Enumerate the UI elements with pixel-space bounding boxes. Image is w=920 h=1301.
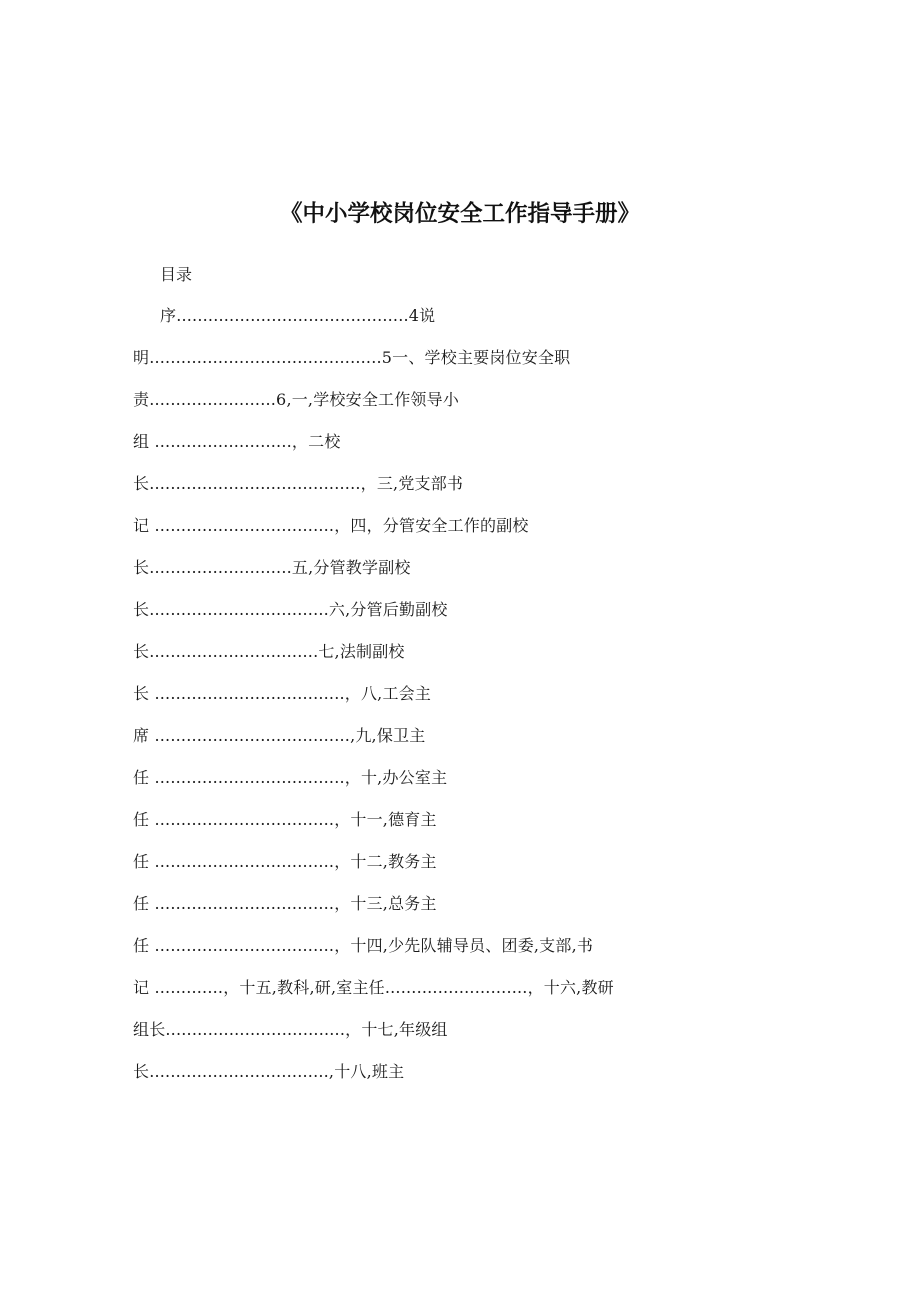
toc-line: 长..................................六,分管后勤副校 [133,600,448,619]
toc-line: 席 .....................................,九,保卫主 [133,726,426,745]
toc-line: 长..................................,十八,班主 [133,1062,405,1081]
toc-line: 长........................................，三,党支部书 [133,474,464,493]
toc-line: 任 ....................................，十,办公室主 [133,768,448,787]
toc-line: 长...........................五,分管教学副校 [133,558,411,577]
toc-line: 任 ..................................，十三,总务主 [133,894,437,913]
toc-line: 明............................................5一、学校主要岗位安全职 [133,348,571,367]
toc-line: 组长..................................，十七,年级组 [133,1020,448,1039]
toc-line: 组 ..........................，二校 [133,432,341,451]
toc-line: 任 ..................................，十四,少先队辅导员、团委,支部,书 [133,936,594,955]
toc-line: 序............................................4说 [160,306,436,325]
toc-line: 责........................6,一,学校安全工作领导小 [133,390,460,409]
toc-line: 长 ....................................，八,工会主 [133,684,432,703]
document-title: 《中小学校岗位安全工作指导手册》 [279,201,640,227]
toc-line: 长................................七,法制副校 [133,642,405,661]
toc-line: 任 ..................................，十二,教务主 [133,852,437,871]
toc-line: 记 .............，十五,教科,研,室主任...........................，十六,教研 [133,978,614,997]
toc-line: 任 ..................................，十一,德育主 [133,810,437,829]
toc-line: 记 ..................................，四，分管安全工作的副校 [133,516,529,535]
toc-heading: 目录 [160,265,193,284]
